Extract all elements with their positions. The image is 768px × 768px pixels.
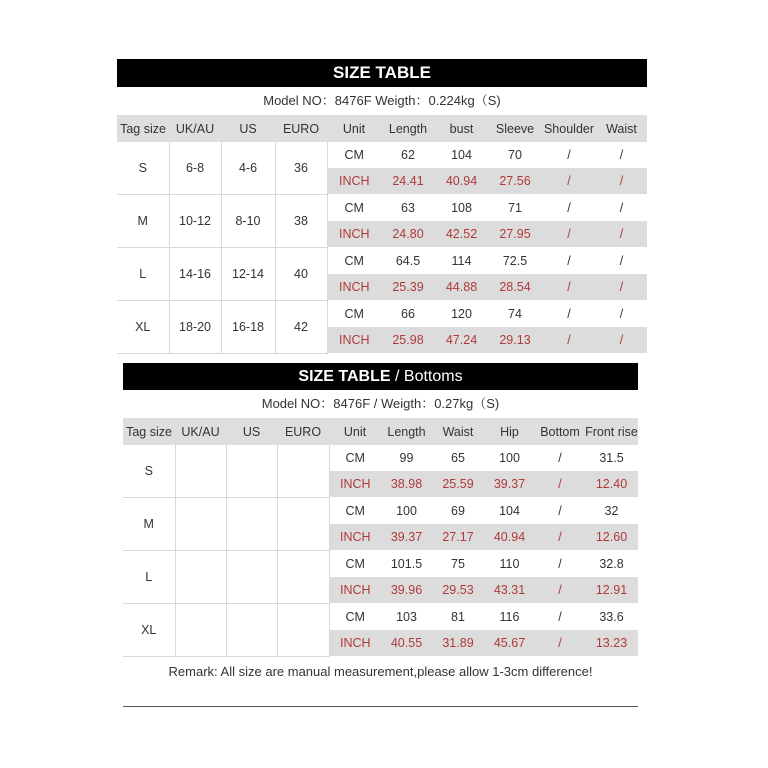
measure-cell: / (535, 524, 585, 551)
col-header: Bottom (535, 418, 585, 445)
bottoms-model-line: Model NO：8476F / Weigth：0.27kg（S) (261, 396, 500, 411)
tag-size-cell: XL (123, 604, 175, 657)
measure-cell: / (542, 195, 596, 222)
measure-cell: / (542, 142, 596, 168)
bottoms-subtitle: / Bottoms (390, 368, 463, 385)
measure-cell: 99 (381, 445, 432, 471)
col-header: Sleeve (488, 115, 542, 142)
bottoms-header-row (123, 418, 638, 445)
unit-cell: INCH (327, 274, 381, 301)
bottoms-size-table (123, 418, 638, 657)
measure-cell: / (535, 630, 585, 657)
col-header: bust (435, 115, 488, 142)
tag-size-cell: XL (117, 301, 169, 354)
measure-cell: 12.60 (585, 524, 638, 551)
euro-size-cell (277, 551, 329, 604)
table-row (123, 604, 638, 631)
measure-cell: 39.37 (484, 471, 535, 498)
measure-cell: 40.55 (381, 630, 432, 657)
measure-cell: 40.94 (484, 524, 535, 551)
measure-cell: 45.67 (484, 630, 535, 657)
table-row (123, 551, 638, 578)
euro-size-cell (277, 445, 329, 498)
measure-cell: 39.96 (381, 577, 432, 604)
col-header: Hip (484, 418, 535, 445)
measure-cell: 27.95 (488, 221, 542, 248)
unit-cell: INCH (327, 221, 381, 248)
unit-cell: CM (327, 142, 381, 168)
measure-cell: 31.89 (432, 630, 484, 657)
tops-header-row (117, 115, 647, 142)
us-size-cell: 12-14 (221, 248, 275, 301)
measure-cell: 116 (484, 604, 535, 631)
us-size-cell: 4-6 (221, 142, 275, 195)
measure-cell: 27.56 (488, 168, 542, 195)
measure-cell: / (535, 445, 585, 471)
measure-cell: / (596, 248, 647, 275)
measure-cell: / (542, 168, 596, 195)
tops-size-table (117, 115, 647, 354)
col-header: Tag size (123, 418, 175, 445)
measure-cell: 62 (381, 142, 435, 168)
col-header: Unit (327, 115, 381, 142)
measure-cell: 65 (432, 445, 484, 471)
measure-cell: / (535, 577, 585, 604)
measure-cell: 32 (585, 498, 638, 525)
measure-cell: 42.52 (435, 221, 488, 248)
measure-cell: / (542, 327, 596, 354)
euro-size-cell: 38 (275, 195, 327, 248)
measure-cell: 32.8 (585, 551, 638, 578)
tag-size-cell: L (123, 551, 175, 604)
uk-size-cell: 14-16 (169, 248, 221, 301)
table-row (123, 498, 638, 525)
measure-cell: / (596, 327, 647, 354)
us-size-cell (226, 604, 277, 657)
measure-cell: 69 (432, 498, 484, 525)
measure-cell: 114 (435, 248, 488, 275)
measure-cell: 31.5 (585, 445, 638, 471)
measure-cell: 74 (488, 301, 542, 328)
tops-title: SIZE TABLE (333, 63, 431, 82)
uk-size-cell: 18-20 (169, 301, 221, 354)
measure-cell: / (535, 604, 585, 631)
uk-size-cell (175, 604, 226, 657)
unit-cell: CM (327, 301, 381, 328)
measure-cell: 40.94 (435, 168, 488, 195)
measure-cell: 104 (484, 498, 535, 525)
measure-cell: 44.88 (435, 274, 488, 301)
uk-size-cell (175, 445, 226, 498)
unit-cell: CM (329, 551, 381, 578)
bottom-divider (123, 706, 638, 707)
col-header: UK/AU (175, 418, 226, 445)
measure-cell: 66 (381, 301, 435, 328)
measure-cell: / (542, 221, 596, 248)
measure-cell: 12.40 (585, 471, 638, 498)
measure-cell: 29.13 (488, 327, 542, 354)
us-size-cell: 8-10 (221, 195, 275, 248)
uk-size-cell: 10-12 (169, 195, 221, 248)
measure-cell: 104 (435, 142, 488, 168)
col-header: Front rise (585, 418, 638, 445)
measure-cell: / (535, 551, 585, 578)
measure-cell: 12.91 (585, 577, 638, 604)
col-header: Length (381, 418, 432, 445)
us-size-cell (226, 445, 277, 498)
measure-cell: 29.53 (432, 577, 484, 604)
euro-size-cell: 40 (275, 248, 327, 301)
measure-cell: 70 (488, 142, 542, 168)
col-header: Waist (596, 115, 647, 142)
us-size-cell: 16-18 (221, 301, 275, 354)
bottoms-title-bar (123, 363, 638, 390)
euro-size-cell: 42 (275, 301, 327, 354)
measure-cell: 108 (435, 195, 488, 222)
measure-cell: / (596, 142, 647, 168)
measure-cell: 43.31 (484, 577, 535, 604)
measure-cell: 103 (381, 604, 432, 631)
tops-size-table-section (117, 59, 647, 354)
unit-cell: INCH (329, 577, 381, 604)
measure-cell: 27.17 (432, 524, 484, 551)
unit-cell: CM (329, 498, 381, 525)
table-row (117, 142, 647, 168)
measure-cell: 110 (484, 551, 535, 578)
col-header: Unit (329, 418, 381, 445)
measure-cell: 24.80 (381, 221, 435, 248)
measure-cell: 64.5 (381, 248, 435, 275)
bottoms-size-table-section (123, 363, 638, 657)
tag-size-cell: M (117, 195, 169, 248)
us-size-cell (226, 551, 277, 604)
uk-size-cell (175, 498, 226, 551)
measure-cell: 120 (435, 301, 488, 328)
col-header: Waist (432, 418, 484, 445)
unit-cell: CM (329, 445, 381, 471)
measure-cell: 75 (432, 551, 484, 578)
measure-cell: / (535, 498, 585, 525)
measure-cell: / (596, 301, 647, 328)
bottoms-title: SIZE TABLE (298, 368, 391, 385)
measure-cell: 63 (381, 195, 435, 222)
unit-cell: INCH (329, 524, 381, 551)
table-row (117, 248, 647, 275)
measure-cell: / (542, 301, 596, 328)
tops-model-line: Model NO：8476F Weigth：0.224kg（S) (263, 93, 501, 108)
unit-cell: CM (327, 195, 381, 222)
euro-size-cell (277, 498, 329, 551)
measure-cell: / (542, 248, 596, 275)
table-row (117, 195, 647, 222)
measure-cell: 81 (432, 604, 484, 631)
measure-cell: / (535, 471, 585, 498)
tag-size-cell: M (123, 498, 175, 551)
col-header: EURO (275, 115, 327, 142)
col-header: UK/AU (169, 115, 221, 142)
uk-size-cell: 6-8 (169, 142, 221, 195)
measure-cell: 101.5 (381, 551, 432, 578)
tag-size-cell: S (117, 142, 169, 195)
measure-cell: 100 (484, 445, 535, 471)
measure-cell: 25.59 (432, 471, 484, 498)
tag-size-cell: S (123, 445, 175, 498)
col-header: Tag size (117, 115, 169, 142)
measure-cell: / (596, 168, 647, 195)
table-row (123, 445, 638, 471)
euro-size-cell (277, 604, 329, 657)
measure-cell: 71 (488, 195, 542, 222)
measure-cell: / (596, 221, 647, 248)
measure-cell: / (542, 274, 596, 301)
col-header: US (226, 418, 277, 445)
measure-cell: 25.98 (381, 327, 435, 354)
us-size-cell (226, 498, 277, 551)
measure-cell: 33.6 (585, 604, 638, 631)
measure-cell: 72.5 (488, 248, 542, 275)
unit-cell: INCH (329, 630, 381, 657)
measure-cell: 38.98 (381, 471, 432, 498)
measure-cell: 25.39 (381, 274, 435, 301)
unit-cell: INCH (327, 327, 381, 354)
measure-cell: / (596, 195, 647, 222)
unit-cell: INCH (329, 471, 381, 498)
col-header: Shoulder (542, 115, 596, 142)
col-header: US (221, 115, 275, 142)
measure-cell: 39.37 (381, 524, 432, 551)
measure-cell: 28.54 (488, 274, 542, 301)
remark-text: Remark: All size are manual measurement,please allow 1-3cm difference! (168, 664, 593, 679)
tag-size-cell: L (117, 248, 169, 301)
unit-cell: INCH (327, 168, 381, 195)
col-header: EURO (277, 418, 329, 445)
table-row (117, 301, 647, 328)
measure-cell: 13.23 (585, 630, 638, 657)
measure-cell: 47.24 (435, 327, 488, 354)
unit-cell: CM (329, 604, 381, 631)
measure-cell: / (596, 274, 647, 301)
measure-cell: 100 (381, 498, 432, 525)
tops-title-bar (117, 59, 647, 87)
unit-cell: CM (327, 248, 381, 275)
measure-cell: 24.41 (381, 168, 435, 195)
euro-size-cell: 36 (275, 142, 327, 195)
col-header: Length (381, 115, 435, 142)
uk-size-cell (175, 551, 226, 604)
